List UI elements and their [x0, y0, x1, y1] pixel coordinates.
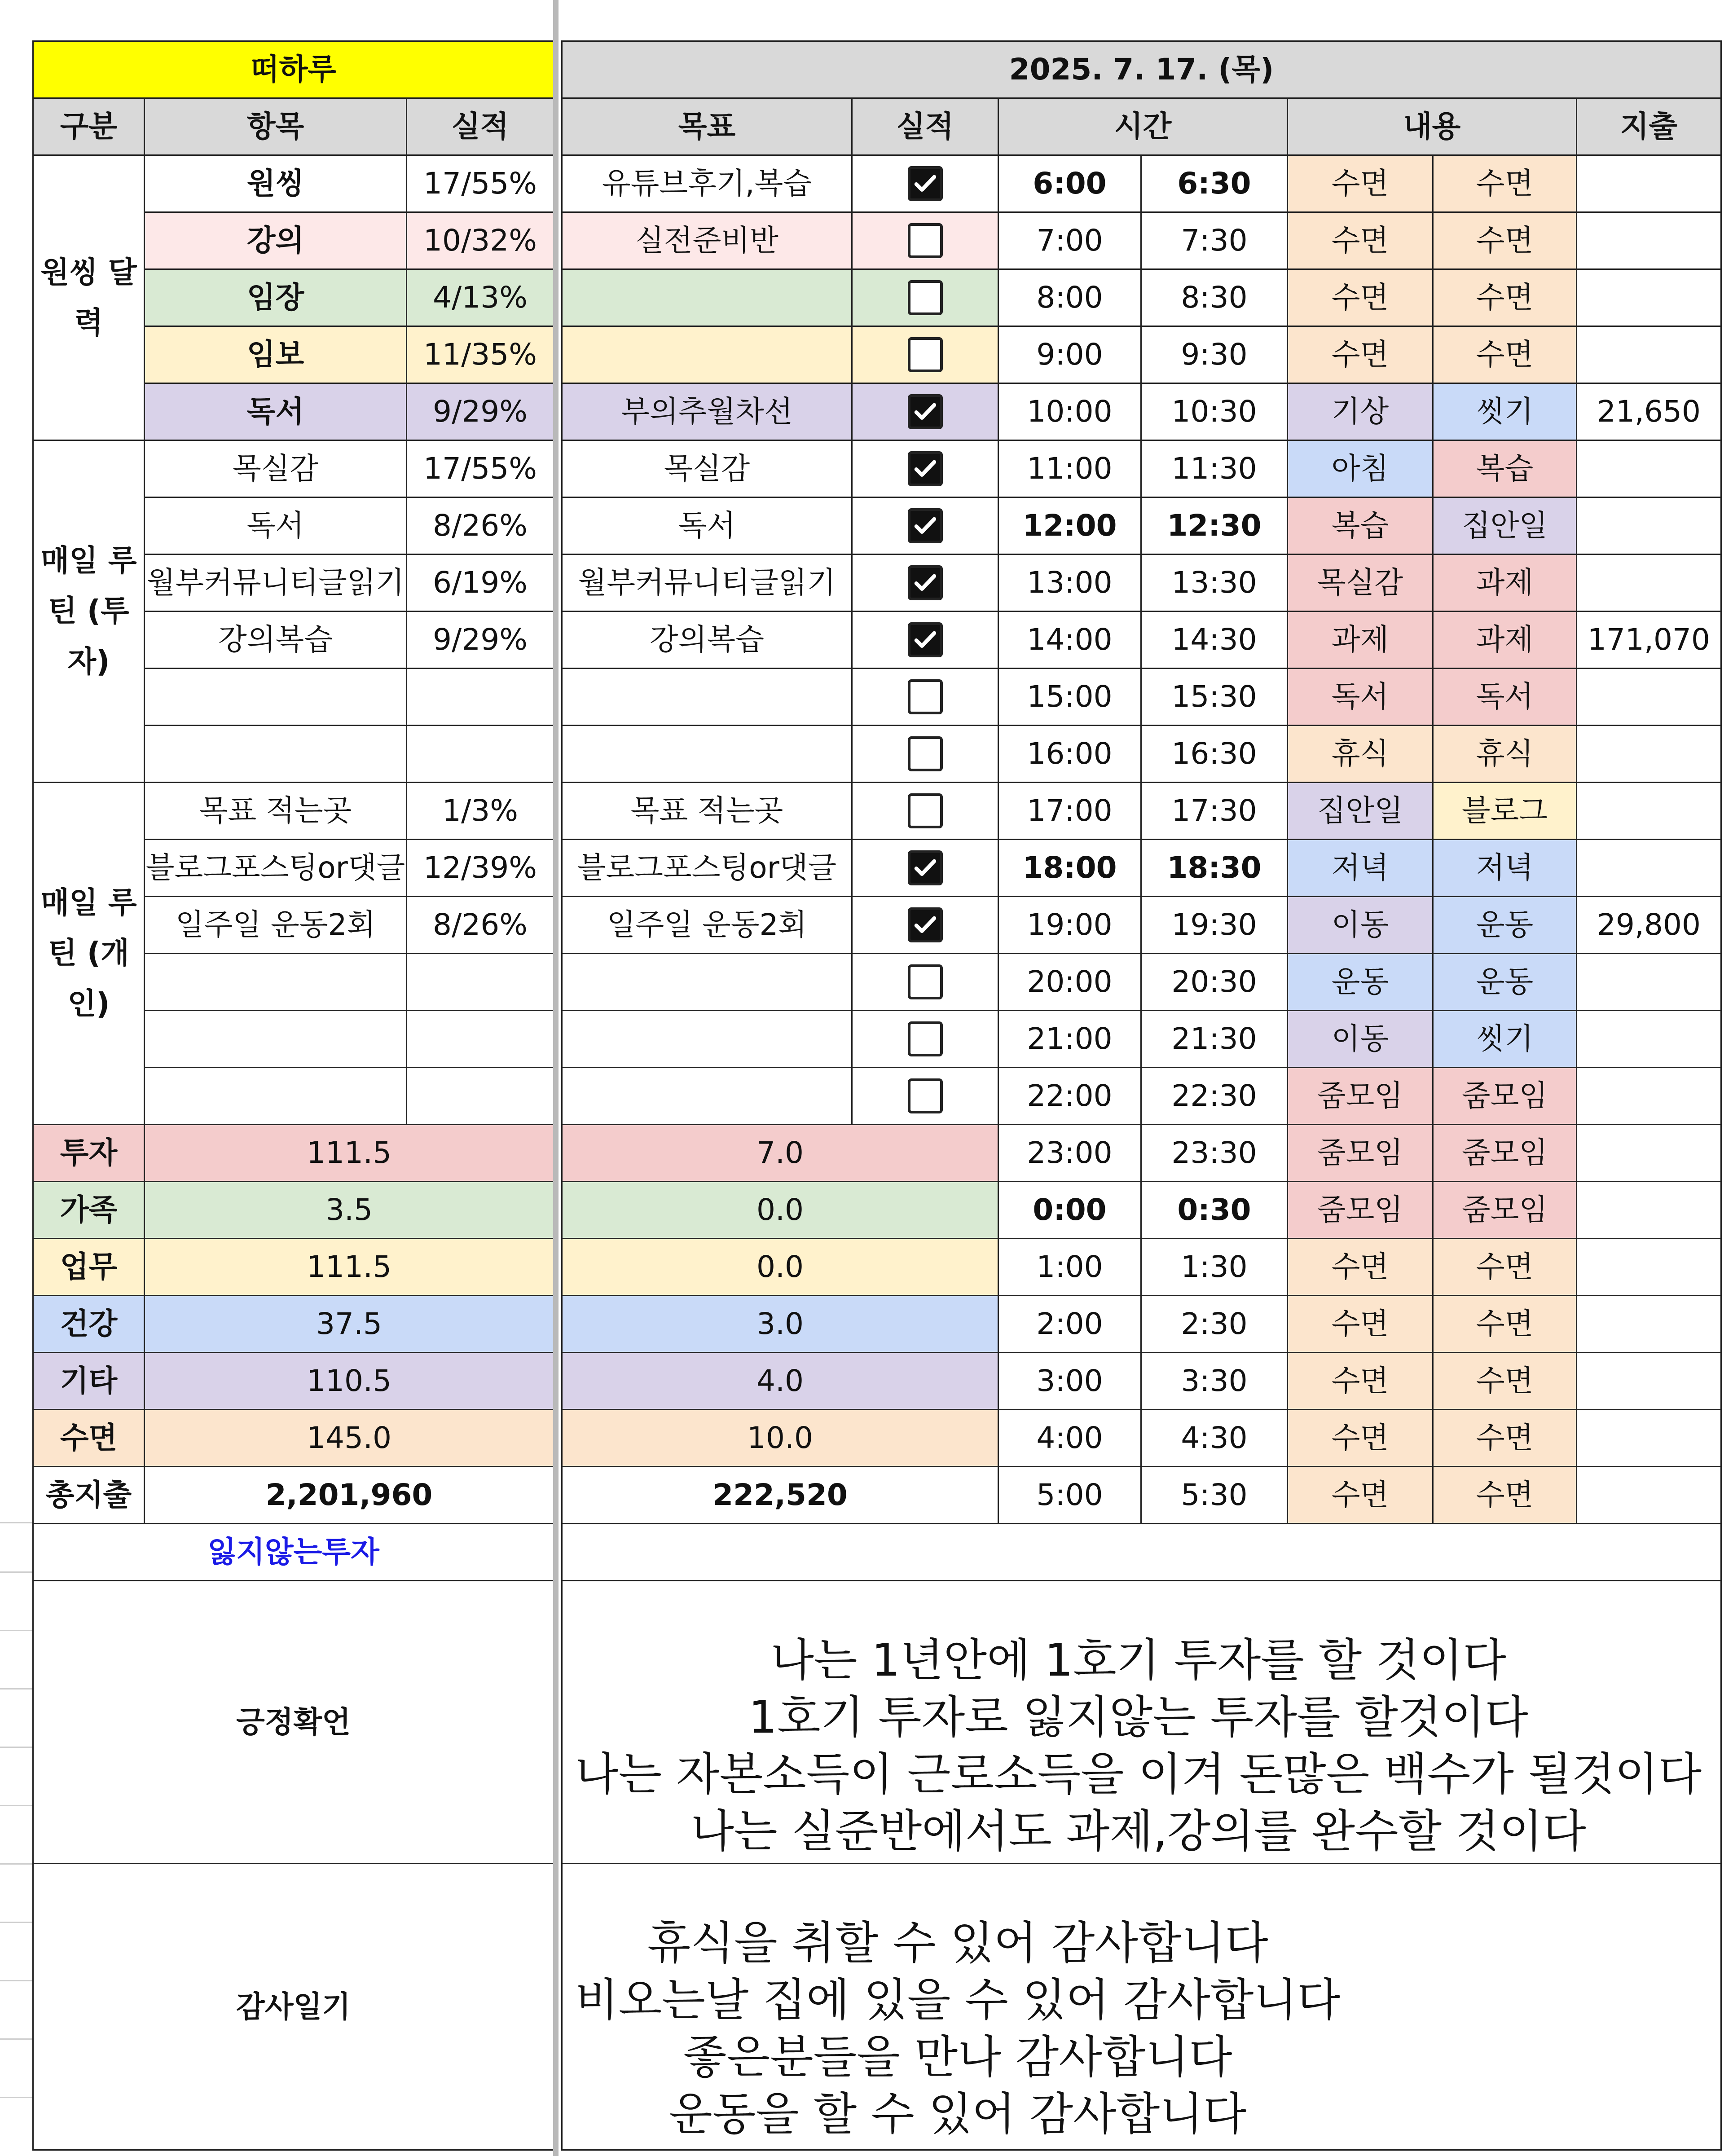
goal-cell[interactable]: 독서 [561, 497, 853, 555]
checkbox[interactable] [908, 508, 943, 543]
check-cell[interactable] [851, 154, 999, 213]
freeze-pane-divider[interactable] [553, 0, 559, 2156]
check-cell[interactable] [851, 896, 999, 954]
expense-cell[interactable] [1576, 1409, 1722, 1467]
expense-cell[interactable] [1576, 1238, 1722, 1296]
time-start-cell[interactable]: 20:00 [998, 953, 1142, 1011]
affirmation-line: 나는 자본소득이 근로소득을 이겨 돈많은 백수가 될것이다 [575, 1748, 1702, 1800]
content-cell[interactable]: 수면 [1432, 1352, 1577, 1410]
content-cell[interactable]: 휴식 [1287, 725, 1434, 783]
result-cell[interactable]: 1/3% [406, 782, 554, 840]
summary-total[interactable]: 37.5 [144, 1295, 554, 1353]
motto-cell[interactable]: 잃지않는투자 [32, 1523, 554, 1581]
content-cell[interactable]: 이동 [1287, 1010, 1434, 1068]
check-cell[interactable] [851, 211, 999, 270]
time-start-cell[interactable]: 17:00 [998, 782, 1142, 840]
goal-cell[interactable]: 블로그포스팅or댓글 [561, 839, 853, 897]
expense-cell[interactable] [1576, 668, 1722, 726]
expense-cell[interactable] [1576, 554, 1722, 612]
content-cell[interactable]: 집안일 [1287, 782, 1434, 840]
sheet-guide-line [0, 1522, 32, 1523]
content-cell[interactable]: 수면 [1432, 1295, 1577, 1353]
content-cell[interactable]: 수면 [1287, 211, 1434, 270]
content-cell[interactable]: 줌모임 [1287, 1181, 1434, 1239]
sheet-guide-line [0, 2097, 32, 2098]
content-cell[interactable]: 수면 [1287, 1352, 1434, 1410]
summary-total[interactable]: 145.0 [144, 1409, 554, 1467]
content-cell[interactable]: 수면 [1432, 1238, 1577, 1296]
time-half-cell[interactable]: 8:30 [1140, 268, 1288, 327]
checkbox[interactable] [908, 166, 943, 201]
summary-total[interactable]: 2,201,960 [144, 1466, 554, 1524]
affirmation-line: 나는 실준반에서도 과제,강의를 완수할 것이다 [690, 1805, 1586, 1857]
summary-today[interactable]: 4.0 [561, 1352, 999, 1410]
header-time: 시간 [998, 97, 1288, 156]
item-cell[interactable]: 독서 [144, 383, 407, 441]
checkmark-icon [912, 626, 939, 653]
checkbox[interactable] [908, 451, 943, 486]
checkbox[interactable] [908, 337, 943, 372]
time-start-cell[interactable]: 19:00 [998, 896, 1142, 954]
check-cell[interactable] [851, 1010, 999, 1068]
time-half-cell[interactable]: 15:30 [1140, 668, 1288, 726]
time-start-cell[interactable]: 10:00 [998, 383, 1142, 441]
expense-cell[interactable] [1576, 1352, 1722, 1410]
content-cell[interactable]: 수면 [1287, 1295, 1434, 1353]
summary-label: 가족 [32, 1181, 145, 1239]
time-half-cell[interactable]: 13:30 [1140, 554, 1288, 612]
content-cell[interactable]: 과제 [1432, 611, 1577, 669]
result-cell[interactable]: 17/55% [406, 440, 554, 498]
time-half-cell[interactable]: 12:30 [1140, 497, 1288, 555]
affirmation-text[interactable] [561, 1580, 1722, 1864]
expense-cell[interactable] [1576, 1181, 1722, 1239]
time-half-cell[interactable]: 23:30 [1140, 1124, 1288, 1182]
time-start-cell[interactable]: 1:00 [998, 1238, 1142, 1296]
goal-cell[interactable] [561, 268, 853, 327]
time-half-cell[interactable]: 7:30 [1140, 211, 1288, 270]
gratitude-line: 운동을 할 수 있어 감사합니다 [669, 2088, 1247, 2140]
checkbox[interactable] [908, 1021, 943, 1056]
checkmark-icon [912, 911, 939, 938]
time-half-cell[interactable]: 0:30 [1140, 1181, 1288, 1239]
sheet-guide-line [0, 1688, 32, 1690]
goal-cell[interactable]: 실전준비반 [561, 211, 853, 270]
expense-cell[interactable] [1576, 326, 1722, 384]
item-cell[interactable]: 임장 [144, 268, 407, 327]
check-cell[interactable] [851, 383, 999, 441]
checkbox[interactable] [908, 793, 943, 828]
expense-cell[interactable] [1576, 440, 1722, 498]
expense-cell[interactable]: 29,800 [1576, 896, 1722, 954]
checkbox[interactable] [908, 679, 943, 714]
checkbox[interactable] [908, 565, 943, 600]
summary-label: 수면 [32, 1409, 145, 1467]
checkmark-icon [912, 455, 939, 482]
result-cell[interactable]: 6/19% [406, 554, 554, 612]
time-start-cell[interactable]: 3:00 [998, 1352, 1142, 1410]
expense-cell[interactable] [1576, 154, 1722, 213]
checkbox[interactable] [908, 1078, 943, 1113]
summary-label: 업무 [32, 1238, 145, 1296]
time-start-cell[interactable]: 12:00 [998, 497, 1142, 555]
expense-cell[interactable] [1576, 1295, 1722, 1353]
time-start-cell[interactable]: 14:00 [998, 611, 1142, 669]
goal-cell[interactable] [561, 725, 853, 783]
item-cell[interactable] [144, 668, 407, 726]
check-cell[interactable] [851, 1067, 999, 1125]
expense-cell[interactable] [1576, 1067, 1722, 1125]
checkbox[interactable] [908, 622, 943, 657]
item-cell[interactable]: 블로그포스팅or댓글 [144, 839, 407, 897]
expense-cell[interactable] [1576, 1466, 1722, 1524]
time-half-cell[interactable]: 20:30 [1140, 953, 1288, 1011]
goal-cell[interactable] [561, 953, 853, 1011]
check-cell[interactable] [851, 554, 999, 612]
item-cell[interactable]: 원씽 [144, 154, 407, 213]
check-cell[interactable] [851, 725, 999, 783]
goal-cell[interactable]: 목표 적는곳 [561, 782, 853, 840]
header-category: 구분 [32, 97, 145, 156]
goal-cell[interactable] [561, 1067, 853, 1125]
gratitude-label: 감사일기 [32, 1863, 554, 2151]
time-start-cell[interactable]: 5:00 [998, 1466, 1142, 1524]
summary-label: 총지출 [32, 1466, 145, 1524]
sheet-guide-line [0, 1980, 32, 1981]
group-label: 원씽 달력 [32, 154, 145, 441]
item-cell[interactable]: 월부커뮤니티글읽기 [144, 554, 407, 612]
gratitude-line: 휴식을 취할 수 있어 감사합니다 [647, 1917, 1268, 1969]
sheet-guide-line [0, 1922, 32, 1923]
item-cell[interactable]: 목표 적는곳 [144, 782, 407, 840]
sheet-guide-line [0, 1630, 32, 1631]
content-cell[interactable]: 운동 [1432, 953, 1577, 1011]
content-cell[interactable]: 저녁 [1432, 839, 1577, 897]
item-cell[interactable]: 목실감 [144, 440, 407, 498]
content-cell[interactable]: 수면 [1432, 326, 1577, 384]
time-start-cell[interactable]: 11:00 [998, 440, 1142, 498]
time-half-cell[interactable]: 3:30 [1140, 1352, 1288, 1410]
content-cell[interactable]: 수면 [1287, 154, 1434, 213]
time-start-cell[interactable]: 21:00 [998, 1010, 1142, 1068]
time-start-cell[interactable]: 22:00 [998, 1067, 1142, 1125]
expense-cell[interactable] [1576, 211, 1722, 270]
sheet-title[interactable]: 떠하루 [32, 40, 554, 99]
check-cell[interactable] [851, 497, 999, 555]
result-cell[interactable]: 4/13% [406, 268, 554, 327]
goal-cell[interactable]: 일주일 운동2회 [561, 896, 853, 954]
summary-today[interactable]: 7.0 [561, 1124, 999, 1182]
header-expense: 지출 [1576, 97, 1722, 156]
content-cell[interactable]: 수면 [1432, 211, 1577, 270]
item-cell[interactable] [144, 725, 407, 783]
content-cell[interactable]: 복습 [1287, 497, 1434, 555]
sheet-guide-line [0, 1805, 32, 1806]
gratitude-line: 비오는날 집에 있을 수 있어 감사합니다 [575, 1974, 1341, 2026]
expense-cell[interactable]: 21,650 [1576, 383, 1722, 441]
check-cell[interactable] [851, 326, 999, 384]
content-cell[interactable]: 줌모임 [1432, 1181, 1577, 1239]
time-half-cell[interactable]: 9:30 [1140, 326, 1288, 384]
result-cell[interactable]: 17/55% [406, 154, 554, 213]
item-cell[interactable]: 일주일 운동2회 [144, 896, 407, 954]
summary-today[interactable]: 0.0 [561, 1238, 999, 1296]
content-cell[interactable]: 수면 [1287, 1466, 1434, 1524]
group-label: 매일 루틴 (투자) [32, 440, 145, 783]
time-half-cell[interactable]: 16:30 [1140, 725, 1288, 783]
expense-cell[interactable] [1576, 1010, 1722, 1068]
summary-total[interactable]: 110.5 [144, 1352, 554, 1410]
checkbox[interactable] [908, 850, 943, 885]
content-cell[interactable]: 블로그 [1432, 782, 1577, 840]
goal-cell[interactable]: 목실감 [561, 440, 853, 498]
time-start-cell[interactable]: 18:00 [998, 839, 1142, 897]
expense-cell[interactable] [1576, 268, 1722, 327]
item-cell[interactable]: 강의복습 [144, 611, 407, 669]
result-cell[interactable]: 12/39% [406, 839, 554, 897]
time-start-cell[interactable]: 6:00 [998, 154, 1142, 213]
check-cell[interactable] [851, 668, 999, 726]
content-cell[interactable]: 집안일 [1432, 497, 1577, 555]
time-half-cell[interactable]: 14:30 [1140, 611, 1288, 669]
content-cell[interactable]: 수면 [1287, 1238, 1434, 1296]
checkmark-icon [912, 170, 939, 197]
result-cell[interactable] [406, 1067, 554, 1125]
summary-label: 기타 [32, 1352, 145, 1410]
content-cell[interactable]: 씻기 [1432, 383, 1577, 441]
summary-total[interactable]: 111.5 [144, 1238, 554, 1296]
time-half-cell[interactable]: 5:30 [1140, 1466, 1288, 1524]
checkmark-icon [912, 569, 939, 596]
content-cell[interactable]: 운동 [1432, 896, 1577, 954]
content-cell[interactable]: 수면 [1287, 268, 1434, 327]
checkmark-icon [912, 854, 939, 881]
header-result: 실적 [406, 97, 554, 156]
checkmark-icon [912, 398, 939, 425]
item-cell[interactable] [144, 953, 407, 1011]
content-cell[interactable]: 수면 [1432, 154, 1577, 213]
result-cell[interactable]: 8/26% [406, 896, 554, 954]
time-half-cell[interactable]: 2:30 [1140, 1295, 1288, 1353]
item-cell[interactable] [144, 1067, 407, 1125]
goal-cell[interactable] [561, 326, 853, 384]
sheet-guide-line [0, 1863, 32, 1865]
content-cell[interactable]: 운동 [1287, 953, 1434, 1011]
header-check: 실적 [851, 97, 999, 156]
content-cell[interactable]: 독서 [1287, 668, 1434, 726]
content-cell[interactable]: 씻기 [1432, 1010, 1577, 1068]
sheet-guide-line [0, 1747, 32, 1748]
date-header[interactable]: 2025. 7. 17. (목) [561, 40, 1722, 99]
result-cell[interactable] [406, 953, 554, 1011]
sheet-guide-line [0, 1571, 32, 1573]
content-cell[interactable]: 복습 [1432, 440, 1577, 498]
group-label: 매일 루틴 (개인) [32, 782, 145, 1125]
time-start-cell[interactable]: 8:00 [998, 268, 1142, 327]
summary-label: 건강 [32, 1295, 145, 1353]
content-cell[interactable]: 아침 [1287, 440, 1434, 498]
checkbox[interactable] [908, 394, 943, 429]
gratitude-text[interactable] [561, 1863, 1722, 2151]
affirmation-line: 1호기 투자로 잃지않는 투자를 할것이다 [748, 1691, 1528, 1743]
expense-cell[interactable] [1576, 1124, 1722, 1182]
checkbox[interactable] [908, 907, 943, 942]
summary-today[interactable]: 222,520 [561, 1466, 999, 1524]
result-cell[interactable]: 8/26% [406, 497, 554, 555]
time-half-cell[interactable]: 17:30 [1140, 782, 1288, 840]
summary-total[interactable]: 111.5 [144, 1124, 554, 1182]
time-half-cell[interactable]: 19:30 [1140, 896, 1288, 954]
expense-cell[interactable] [1576, 725, 1722, 783]
goal-cell[interactable]: 월부커뮤니티글읽기 [561, 554, 853, 612]
goal-cell[interactable]: 부의추월차선 [561, 383, 853, 441]
content-cell[interactable]: 기상 [1287, 383, 1434, 441]
content-cell[interactable]: 저녁 [1287, 839, 1434, 897]
checkbox[interactable] [908, 223, 943, 258]
time-start-cell[interactable]: 16:00 [998, 725, 1142, 783]
result-cell[interactable]: 9/29% [406, 611, 554, 669]
time-half-cell[interactable]: 1:30 [1140, 1238, 1288, 1296]
content-cell[interactable]: 수면 [1432, 1409, 1577, 1467]
goal-cell[interactable]: 강의복습 [561, 611, 853, 669]
content-cell[interactable]: 수면 [1432, 268, 1577, 327]
item-cell[interactable]: 임보 [144, 326, 407, 384]
checkmark-icon [912, 512, 939, 539]
content-cell[interactable]: 수면 [1432, 1466, 1577, 1524]
affirmation-line: 나는 1년안에 1호기 투자를 할 것이다 [770, 1634, 1506, 1686]
content-cell[interactable]: 줌모임 [1287, 1124, 1434, 1182]
content-cell[interactable]: 이동 [1287, 896, 1434, 954]
header-item: 항목 [144, 97, 407, 156]
check-cell[interactable] [851, 440, 999, 498]
time-start-cell[interactable]: 9:00 [998, 326, 1142, 384]
check-cell[interactable] [851, 953, 999, 1011]
goal-cell[interactable] [561, 1010, 853, 1068]
content-cell[interactable]: 과제 [1432, 554, 1577, 612]
time-half-cell[interactable]: 21:30 [1140, 1010, 1288, 1068]
time-half-cell[interactable]: 6:30 [1140, 154, 1288, 213]
check-cell[interactable] [851, 268, 999, 327]
summary-today[interactable]: 0.0 [561, 1181, 999, 1239]
checkbox[interactable] [908, 736, 943, 771]
result-cell[interactable]: 9/29% [406, 383, 554, 441]
time-start-cell[interactable]: 15:00 [998, 668, 1142, 726]
gratitude-lines [575, 1914, 1341, 2143]
item-cell[interactable] [144, 1010, 407, 1068]
result-cell[interactable] [406, 725, 554, 783]
expense-cell[interactable] [1576, 839, 1722, 897]
result-cell[interactable]: 10/32% [406, 211, 554, 270]
summary-label: 투자 [32, 1124, 145, 1182]
time-half-cell[interactable]: 4:30 [1140, 1409, 1288, 1467]
sheet-guide-line [0, 2038, 32, 2040]
expense-cell[interactable] [1576, 953, 1722, 1011]
affirmation-lines [575, 1632, 1702, 1860]
item-cell[interactable]: 독서 [144, 497, 407, 555]
check-cell[interactable] [851, 611, 999, 669]
time-start-cell[interactable]: 2:00 [998, 1295, 1142, 1353]
content-cell[interactable]: 수면 [1287, 1409, 1434, 1467]
time-half-cell[interactable]: 11:30 [1140, 440, 1288, 498]
motto-blank-cell[interactable] [561, 1523, 1722, 1581]
content-cell[interactable]: 줌모임 [1432, 1067, 1577, 1125]
result-cell[interactable] [406, 1010, 554, 1068]
check-cell[interactable] [851, 782, 999, 840]
content-cell[interactable]: 휴식 [1432, 725, 1577, 783]
summary-today[interactable]: 10.0 [561, 1409, 999, 1467]
item-cell[interactable]: 강의 [144, 211, 407, 270]
header-content: 내용 [1287, 97, 1577, 156]
checkbox[interactable] [908, 280, 943, 315]
header-goal: 목표 [561, 97, 853, 156]
affirmation-label: 긍정확언 [32, 1580, 554, 1864]
time-start-cell[interactable]: 13:00 [998, 554, 1142, 612]
result-cell[interactable]: 11/35% [406, 326, 554, 384]
time-start-cell[interactable]: 0:00 [998, 1181, 1142, 1239]
content-cell[interactable]: 과제 [1287, 611, 1434, 669]
time-half-cell[interactable]: 18:30 [1140, 839, 1288, 897]
content-cell[interactable]: 수면 [1287, 326, 1434, 384]
goal-cell[interactable]: 유튜브후기,복습 [561, 154, 853, 213]
goal-cell[interactable] [561, 668, 853, 726]
time-start-cell[interactable]: 4:00 [998, 1409, 1142, 1467]
time-start-cell[interactable]: 23:00 [998, 1124, 1142, 1182]
summary-total[interactable]: 3.5 [144, 1181, 554, 1239]
time-half-cell[interactable]: 10:30 [1140, 383, 1288, 441]
result-cell[interactable] [406, 668, 554, 726]
content-cell[interactable]: 목실감 [1287, 554, 1434, 612]
expense-cell[interactable] [1576, 782, 1722, 840]
summary-today[interactable]: 3.0 [561, 1295, 999, 1353]
content-cell[interactable]: 줌모임 [1287, 1067, 1434, 1125]
checkbox[interactable] [908, 964, 943, 999]
time-start-cell[interactable]: 7:00 [998, 211, 1142, 270]
time-half-cell[interactable]: 22:30 [1140, 1067, 1288, 1125]
expense-cell[interactable] [1576, 497, 1722, 555]
expense-cell[interactable]: 171,070 [1576, 611, 1722, 669]
gratitude-line: 좋은분들을 만나 감사합니다 [683, 2031, 1232, 2083]
content-cell[interactable]: 독서 [1432, 668, 1577, 726]
content-cell[interactable]: 줌모임 [1432, 1124, 1577, 1182]
check-cell[interactable] [851, 839, 999, 897]
